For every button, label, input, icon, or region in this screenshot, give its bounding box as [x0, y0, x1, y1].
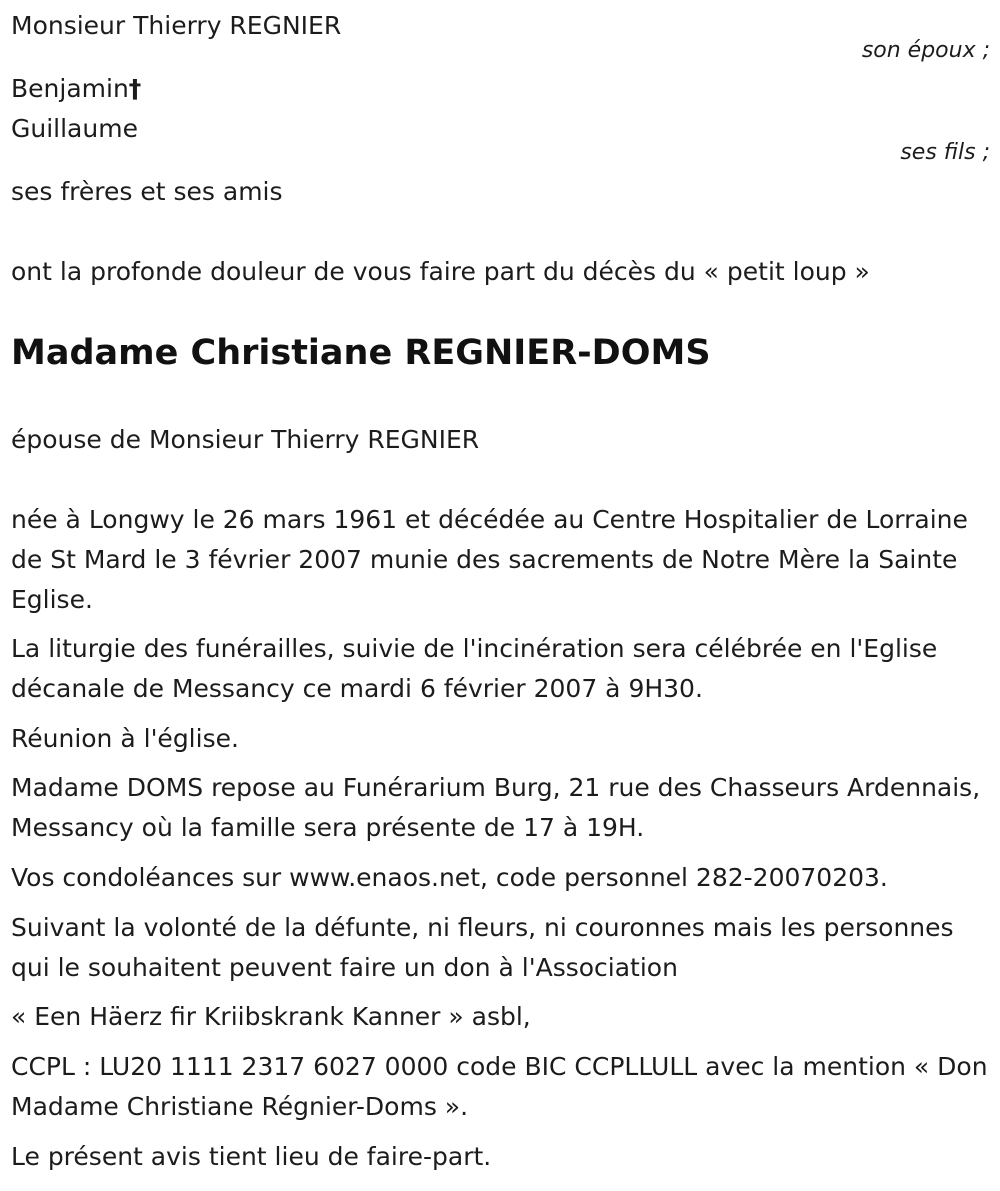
siblings-friends: ses frères et ses amis	[11, 177, 283, 206]
son-benjamin	[11, 69, 141, 109]
funeral-home-paragraph: Madame DOMS repose au Funérarium Burg, 21 rue des Chasseurs Ardennais, Messancy où la famille sera présente de 17 à 19H.	[11, 773, 981, 842]
deceased-name: Madame Christiane REGNIER-DOMS	[11, 333, 711, 373]
son-name: Benjamin	[11, 74, 129, 103]
announcement-line: ont la profonde douleur de vous faire part du décès du « petit loup »	[11, 257, 870, 286]
liturgy-paragraph: La liturgie des funérailles, suivie de l'incinération sera célébrée en l'Eglise décanale de Messancy ce mardi 6 février 2007 à 9H30.	[11, 634, 938, 703]
cross-icon: †	[128, 74, 142, 103]
meeting-paragraph: Réunion à l'église.	[11, 724, 239, 753]
closing-paragraph: Le présent avis tient lieu de faire-part.	[11, 1142, 492, 1171]
birth-death-paragraph: née à Longwy le 26 mars 1961 et décédée au Centre Hospitalier de Lorraine de St Mard le 3 février 2007 munie des sacrements de Notre Mère la Sainte Eglise.	[11, 505, 968, 614]
husband-name: Monsieur Thierry REGNIER	[11, 11, 342, 40]
donation-paragraph: Suivant la volonté de la défunte, ni fleurs, ni couronnes mais les personnes qui le souhaitent peuvent faire un don à l'Association	[11, 913, 954, 982]
son-guillaume: Guillaume	[11, 114, 138, 143]
association-name: « Een Häerz fir Kriibskrank Kanner » asbl,	[11, 1002, 531, 1031]
sons-role: ses fils ;	[900, 140, 990, 165]
condolences-paragraph: Vos condoléances sur www.enaos.net, code personnel 282-20070203.	[11, 863, 888, 892]
husband-role: son époux ;	[861, 38, 990, 63]
bank-details-paragraph: CCPL : LU20 1111 2317 6027 0000 code BIC CCPLLULL avec la mention « Don Madame Christiane Régnier-Doms ».	[11, 1052, 988, 1121]
spouse-line: épouse de Monsieur Thierry REGNIER	[11, 425, 480, 454]
